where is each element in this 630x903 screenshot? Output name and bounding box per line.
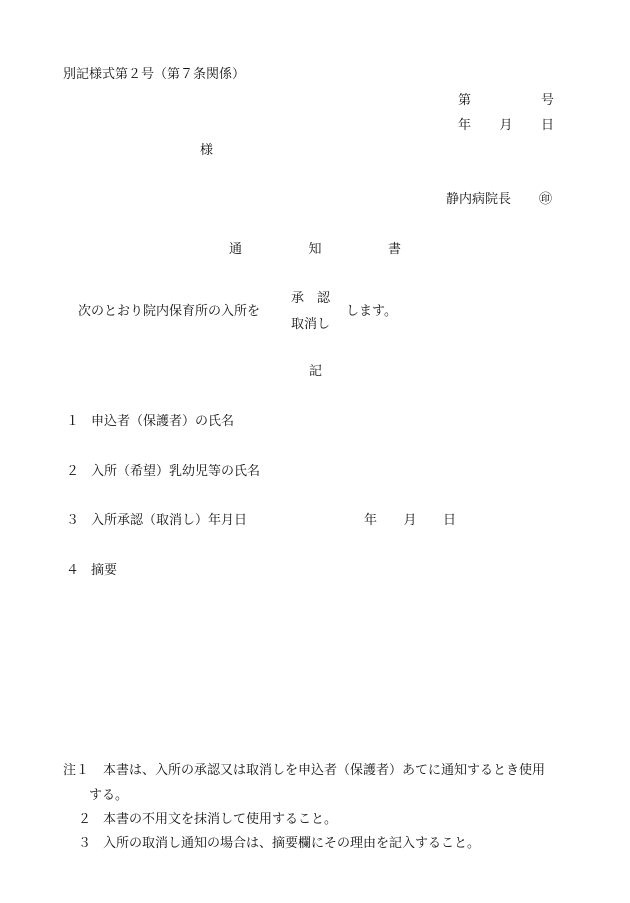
note2-text: 本書の不用文を抹消して使用すること。 bbox=[103, 812, 338, 827]
seal-mark: ㊞ bbox=[539, 192, 553, 207]
document-number bbox=[458, 94, 554, 107]
note1-line1: 本書は、入所の承認又は取消しを申込者（保護者）あてに通知するとき使用 bbox=[103, 763, 546, 778]
document-date bbox=[458, 119, 554, 132]
item3-day: 日 bbox=[442, 513, 456, 528]
item-label: 入所（希望）乳幼児等の氏名 bbox=[91, 464, 261, 479]
date-day: 日 bbox=[540, 118, 554, 133]
date-year: 年 bbox=[458, 118, 472, 133]
item-label: 申込者（保護者）の氏名 bbox=[91, 414, 235, 429]
title-char: 書 bbox=[387, 242, 401, 257]
item-number: ４ bbox=[66, 563, 80, 578]
body-sentence-suffix: します。 bbox=[346, 304, 397, 319]
note2-number: ２ bbox=[78, 812, 92, 827]
item3-month: 月 bbox=[403, 513, 417, 528]
item-label: 入所承認（取消し）年月日 bbox=[91, 513, 248, 528]
item-number: １ bbox=[66, 414, 80, 429]
option-cancel: 取消し bbox=[291, 317, 331, 332]
ki-heading: 記 bbox=[309, 364, 323, 379]
title-char: 知 bbox=[308, 242, 322, 257]
item-number: ２ bbox=[66, 464, 80, 479]
item-number: ３ bbox=[66, 513, 80, 528]
addressee-suffix: 様 bbox=[200, 143, 214, 158]
note1-line2: する。 bbox=[89, 788, 129, 803]
item3-year: 年 bbox=[364, 513, 378, 528]
number-prefix: 第 bbox=[458, 93, 472, 108]
option-approve: 承 認 bbox=[291, 291, 331, 306]
issuer: 静内病院長 bbox=[446, 192, 512, 207]
note3-text: 入所の取消し通知の場合は、摘要欄にその理由を記入すること。 bbox=[103, 836, 481, 851]
note3-number: ３ bbox=[78, 836, 92, 851]
document-title bbox=[229, 243, 401, 256]
item3-date bbox=[364, 514, 456, 527]
number-suffix: 号 bbox=[540, 93, 554, 108]
body-sentence-prefix: 次のとおり院内保育所の入所を bbox=[78, 304, 261, 319]
date-month: 月 bbox=[499, 118, 513, 133]
form-label: 別記様式第２号（第７条関係） bbox=[63, 67, 246, 82]
title-char: 通 bbox=[229, 242, 243, 257]
notes-prefix: 注１ bbox=[63, 763, 90, 778]
item-label: 摘要 bbox=[91, 563, 118, 578]
